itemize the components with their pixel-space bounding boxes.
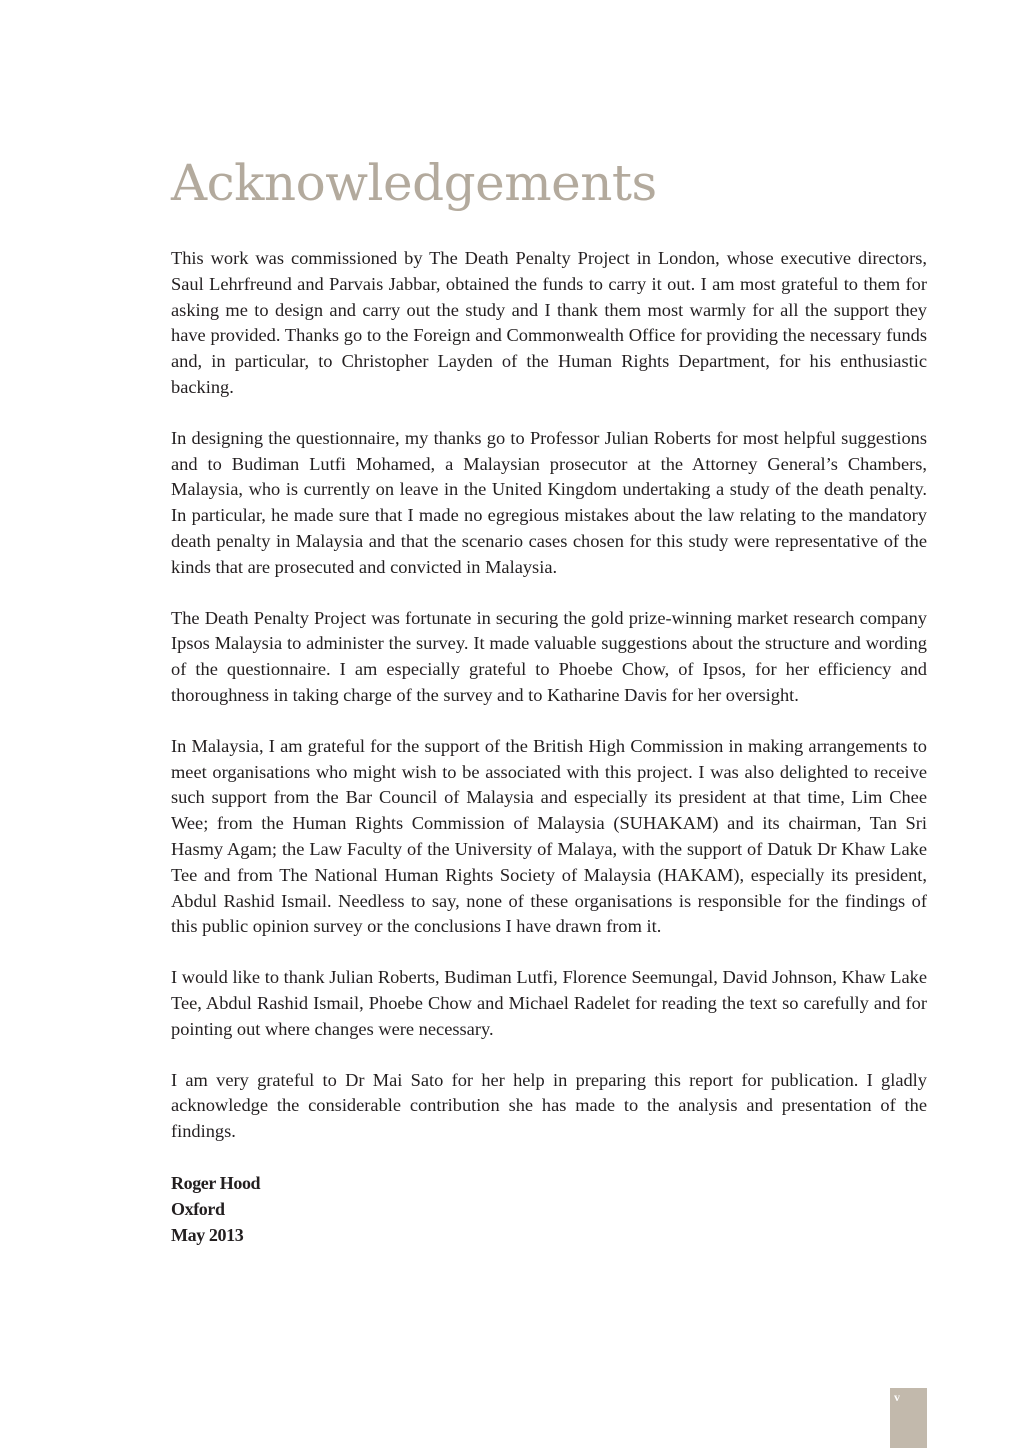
paragraph-5: I would like to thank Julian Roberts, Budiman Lutfi, Florence Seemungal, David Johnson, Khaw Lake Tee, Abdul Rashid Ismail, Phoebe Chow and Michael Radelet for reading the text so carefully and for pointing out where changes were necessary. (171, 967, 927, 1039)
page-number-tab (890, 1388, 927, 1448)
body-text (171, 246, 927, 1248)
signature-block (171, 1170, 927, 1248)
page-number: v (894, 1390, 900, 1404)
paragraph-6: I am very grateful to Dr Mai Sato for her help in preparing this report for publication. I gladly acknowledge the considerable contribution she has made to the analysis and presentation of the findings. (171, 1069, 927, 1142)
paragraph-3: The Death Penalty Project was fortunate in securing the gold prize-winning market research company Ipsos Malaysia to administer the survey. It made valuable suggestions about the structure and wording of the questionnaire. I am especially grateful to Phoebe Chow, of Ipsos, for her efficiency and thoroughness in taking charge of the survey and to Katharine Davis for her oversight. (171, 607, 927, 705)
paragraph-2: In designing the questionnaire, my thanks go to Professor Julian Roberts for most helpful suggestions and to Budiman Lutfi Mohamed, a Malaysian prosecutor at the Attorney General’s Chambers, Malaysia, who is currently on leave in the United Kingdom undertaking a study of the death penalty. In particular, he made sure that I made no egregious mistakes about the law relating to the mandatory death penalty in Malaysia and that the scenario cases chosen for this study were representative of the kinds that are prosecuted and convicted in Malaysia. (171, 427, 927, 577)
page-title: Acknowledgements (171, 154, 657, 212)
signature-date: May 2013 (171, 1224, 244, 1245)
paragraph-4: In Malaysia, I am grateful for the support of the British High Commission in making arrangements to meet organisations who might wish to be associated with this project. I was also delighted to receive such support from the Bar Council of Malaysia and especially its president at that time, Lim Chee Wee; from the Human Rights Commission of Malaysia (SUHAKAM) and its chairman, Tan Sri Hasmy Agam; the Law Faculty of the University of Malaya, with the support of Datuk Dr Khaw Lake Tee and from The National Human Rights Society of Malaysia (HAKAM), especially its president, Abdul Rashid Ismail. Needless to say, none of these organisations is responsible for the findings of this public opinion survey or the conclusions I have drawn from it. (171, 735, 927, 937)
paragraph-1: This work was commissioned by The Death Penalty Project in London, whose executive directors, Saul Lehrfreund and Parvais Jabbar, obtained the funds to carry it out. I am most grateful to them for asking me to design and carry out the study and I thank them most warmly for all the support they have provided. Thanks go to the Foreign and Commonwealth Office for providing the necessary funds and, in particular, to Christopher Layden of the Human Rights Department, for his enthusiastic backing. (171, 248, 927, 397)
signature-name: Roger Hood (171, 1172, 261, 1193)
signature-place: Oxford (171, 1198, 225, 1219)
